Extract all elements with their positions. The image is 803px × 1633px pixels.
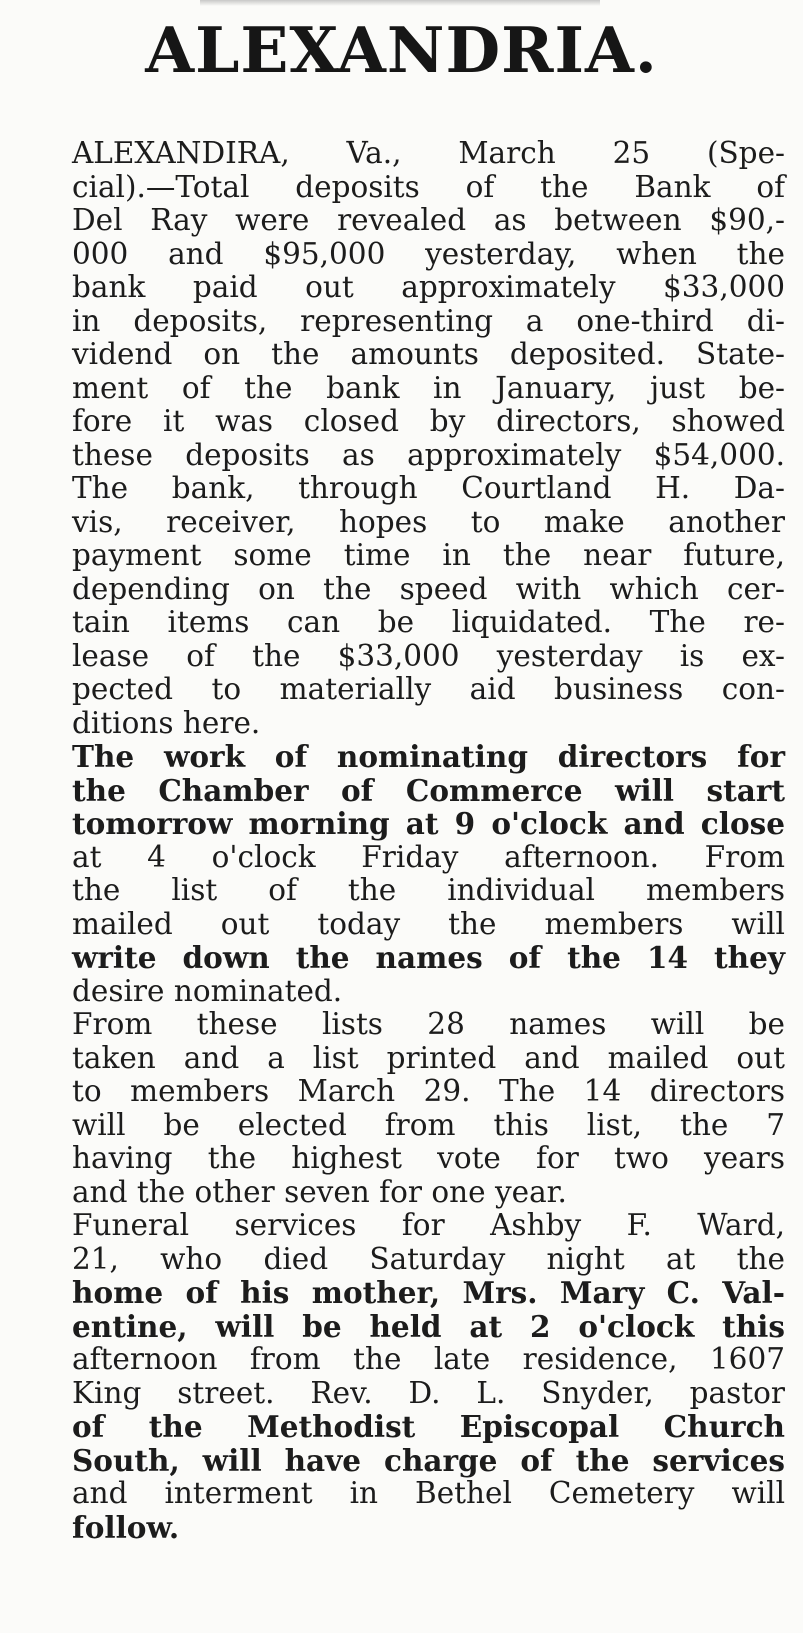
- text-line: The bank, through Courtland H. Da-: [72, 471, 785, 505]
- text-line: mailed out today the members will: [72, 906, 785, 941]
- text-line: King street. Rev. D. L. Snyder, pastor: [72, 1375, 785, 1410]
- text-line: bank paid out approximately $33,000: [72, 270, 785, 304]
- text-line: at 4 o'clock Friday afternoon. From: [72, 839, 785, 874]
- text-line: pected to materially aid business con-: [72, 672, 785, 706]
- text-line: write down the names of the 14 they: [72, 940, 785, 975]
- text-line: these deposits as approximately $54,000.: [72, 437, 785, 472]
- headline: ALEXANDRIA.: [145, 13, 658, 87]
- text-line: home of his mother, Mrs. Mary C. Val-: [72, 1275, 785, 1310]
- text-line: in deposits, representing a one-third di-: [72, 303, 785, 338]
- text-line: follow.: [72, 1509, 180, 1545]
- text-line: entine, will be held at 2 o'clock this: [72, 1308, 785, 1344]
- paragraph-receiver-payment: [34, 472, 785, 740]
- text-line: fore it was closed by directors, showed: [72, 404, 785, 438]
- text-line: ment of the bank in January, just be-: [72, 370, 785, 405]
- text-line: depending on the speed with which cer-: [72, 571, 785, 606]
- text-line: 21, who died Saturday night at the: [72, 1241, 785, 1276]
- paragraph-directors-list: [34, 1008, 785, 1209]
- text-line: the Chamber of Commerce will start: [72, 772, 785, 808]
- text-line: having the highest vote for two years: [72, 1141, 785, 1175]
- text-line: vidend on the amounts deposited. State-: [72, 337, 785, 371]
- text-line: vis, receiver, hopes to make another: [72, 504, 785, 539]
- text-line: tain items can be liquidated. The re-: [72, 605, 785, 639]
- text-line: and the other seven for one year.: [72, 1174, 567, 1209]
- paragraph-funeral-services: [34, 1209, 785, 1544]
- text-line: payment some time in the near future,: [72, 538, 785, 572]
- text-line: tomorrow morning at 9 o'clock and close: [72, 806, 785, 841]
- scan-smudge: [200, 0, 600, 6]
- text-line: ALEXANDIRA, Va., March 25 (Spe-: [72, 136, 785, 170]
- text-line: ditions here.: [72, 705, 261, 740]
- text-line: taken and a list printed and mailed out: [72, 1040, 785, 1075]
- text-line: to members March 29. The 14 directors: [72, 1074, 785, 1108]
- text-line: and interment in Bethel Cemetery will: [72, 1476, 785, 1510]
- text-line: Del Ray were revealed as between $90,-: [72, 203, 785, 237]
- text-line: From these lists 28 names will be: [72, 1007, 785, 1041]
- text-line: lease of the $33,000 yesterday is ex-: [72, 638, 785, 673]
- text-line: 000 and $95,000 yesterday, when the: [72, 236, 785, 271]
- text-line: Funeral services for Ashby F. Ward,: [72, 1208, 785, 1242]
- text-line: South, will have charge of the services: [72, 1442, 785, 1478]
- text-line: of the Methodist Episcopal Church: [72, 1409, 785, 1444]
- paragraph-bank-deposits: [34, 137, 785, 472]
- text-line: cial).—Total deposits of the Bank of: [72, 169, 785, 204]
- text-line: the list of the individual members: [72, 873, 785, 907]
- article-body: [34, 137, 785, 1544]
- text-line: will be elected from this list, the 7: [72, 1107, 785, 1142]
- text-line: The work of nominating directors for: [72, 739, 785, 774]
- text-line: afternoon from the late residence, 1607: [72, 1342, 785, 1376]
- paragraph-chamber-nominations: [34, 740, 785, 1008]
- text-line: desire nominated.: [72, 973, 343, 1008]
